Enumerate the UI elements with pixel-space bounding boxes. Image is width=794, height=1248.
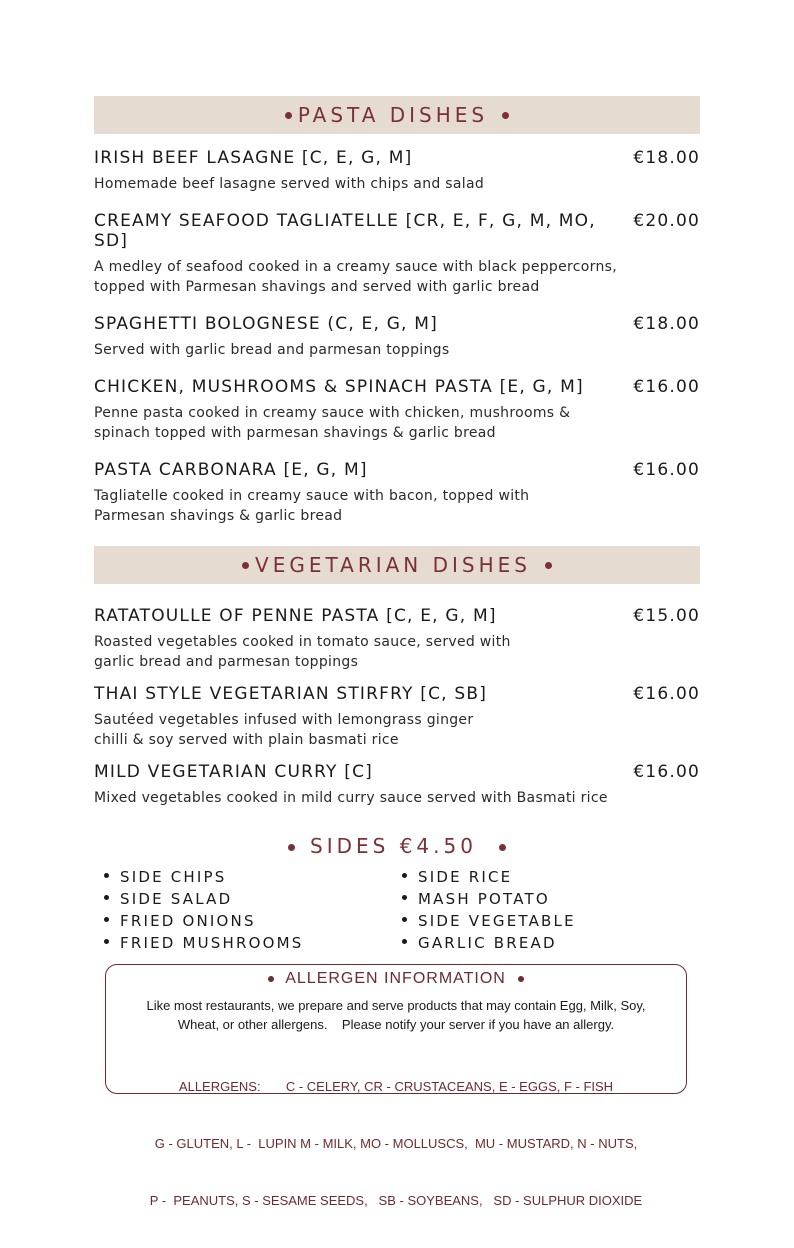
dish-name: PASTA CARBONARA [E, G, M]: [94, 460, 368, 480]
pasta-section-title: PASTA DISHES: [297, 103, 489, 127]
sides-section-title: SIDES €4.50: [310, 834, 477, 858]
dish-description: Mixed vegetables cooked in mild curry sauce served with Basmati rice: [94, 790, 608, 806]
bullet-icon: [104, 895, 109, 900]
dish-name: SPAGHETTI BOLOGNESE (C, E, G, M]: [94, 314, 438, 334]
dish-price: €18.00: [633, 314, 700, 334]
bullet-icon: [268, 976, 274, 982]
allergen-codes-line: G - GLUTEN, L - LUPIN M - MILK, MO - MOLLUSCS, MU - MUSTARD, N - NUTS,: [154, 1136, 638, 1151]
dish-price: €15.00: [633, 606, 700, 626]
dish-description: Penne pasta cooked in creamy sauce with chicken, mushrooms & spinach topped with parmesan shavings & garlic bread: [94, 405, 571, 441]
allergen-codes: [106, 1039, 686, 1248]
dish-name: CREAMY SEAFOOD TAGLIATELLE [CR, E, F, G, M, MO, SD]: [94, 211, 596, 251]
side-item: [104, 932, 402, 954]
dish-description: Homemade beef lasagne served with chips and salad: [94, 176, 485, 192]
allergen-info-header: [106, 970, 686, 988]
bullet-icon: [518, 976, 524, 982]
vegetarian-section-title: VEGETARIAN DISHES: [255, 553, 531, 577]
dish-name: THAI STYLE VEGETARIAN STIRFRY [C, SB]: [94, 684, 488, 704]
bullet-icon: [502, 112, 509, 119]
dish-item: [94, 762, 700, 808]
dish-description: A medley of seafood cooked in a creamy sauce with black peppercorns, topped with Parmesan shavings and served with garlic bread: [94, 259, 617, 295]
bullet-icon: [499, 844, 506, 851]
vegetarian-dish-list: [94, 606, 700, 808]
dish-price: €16.00: [633, 684, 700, 704]
bullet-icon: [242, 562, 249, 569]
side-item-label: SIDE CHIPS: [120, 868, 227, 886]
bullet-icon: [545, 562, 552, 569]
dish-price: €16.00: [633, 762, 700, 782]
dish-description: Served with garlic bread and parmesan toppings: [94, 342, 450, 358]
side-item: [104, 910, 402, 932]
dish-item: [94, 211, 700, 297]
vegetarian-section-header: [94, 546, 700, 584]
bullet-icon: [104, 917, 109, 922]
bullet-icon: [104, 873, 109, 878]
allergen-intro-line: Like most restaurants, we prepare and serve products that may contain Egg, Milk, Soy,: [146, 998, 646, 1013]
side-item: [104, 888, 402, 910]
dish-item: [94, 148, 700, 194]
bullet-icon: [285, 112, 292, 119]
allergen-info-title: ALLERGEN INFORMATION: [285, 970, 506, 987]
side-item-label: SIDE VEGETABLE: [418, 912, 576, 930]
dish-name: MILD VEGETARIAN CURRY [C]: [94, 762, 373, 782]
side-item-label: SIDE RICE: [418, 868, 513, 886]
dish-name: RATATOULLE OF PENNE PASTA [C, E, G, M]: [94, 606, 497, 626]
sides-section-header: [94, 834, 700, 858]
side-item-label: FRIED ONIONS: [120, 912, 256, 930]
bullet-icon: [402, 873, 407, 878]
dish-description: Roasted vegetables cooked in tomato sauce, served with garlic bread and parmesan toppings: [94, 634, 511, 670]
dish-price: €20.00: [633, 211, 700, 231]
allergen-intro-line: Wheat, or other allergens. Please notify your server if you have an allergy.: [177, 1017, 615, 1032]
side-item: [402, 932, 700, 954]
bullet-icon: [402, 917, 407, 922]
dish-item: [94, 377, 700, 443]
menu-page: [94, 96, 700, 954]
pasta-dish-list: [94, 148, 700, 526]
dish-item: [94, 314, 700, 360]
allergen-intro-text: [106, 996, 686, 1034]
side-item-label: FRIED MUSHROOMS: [120, 934, 304, 952]
side-item-label: GARLIC BREAD: [418, 934, 557, 952]
side-item-label: SIDE SALAD: [120, 890, 233, 908]
dish-item: [94, 460, 700, 526]
dish-price: €18.00: [633, 148, 700, 168]
dish-description: Tagliatelle cooked in creamy sauce with bacon, topped with Parmesan shavings & garlic bread: [94, 488, 530, 524]
allergen-info-box: [105, 964, 687, 1208]
dish-item: [94, 606, 700, 672]
side-item: [402, 866, 700, 888]
pasta-section-header: [94, 96, 700, 134]
allergen-codes-line: P - PEANUTS, S - SESAME SEEDS, SB - SOYBEANS, SD - SULPHUR DIOXIDE: [149, 1193, 643, 1208]
allergen-codes-line: ALLERGENS: C - CELERY, CR - CRUSTACEANS, E - EGGS, F - FISH: [178, 1079, 614, 1094]
bullet-icon: [402, 939, 407, 944]
side-item: [104, 866, 402, 888]
bullet-icon: [402, 895, 407, 900]
side-item-label: MASH POTATO: [418, 890, 550, 908]
dish-item: [94, 684, 700, 750]
dish-description: Sautéed vegetables infused with lemongrass ginger chilli & soy served with plain basmati rice: [94, 712, 474, 748]
bullet-icon: [288, 844, 295, 851]
side-item: [402, 888, 700, 910]
sides-column-left: [104, 866, 402, 954]
dish-price: €16.00: [633, 460, 700, 480]
dish-price: €16.00: [633, 377, 700, 397]
dish-name: CHICKEN, MUSHROOMS & SPINACH PASTA [E, G, M]: [94, 377, 584, 397]
side-item: [402, 910, 700, 932]
bullet-icon: [104, 939, 109, 944]
sides-list: [94, 866, 700, 954]
sides-column-right: [402, 866, 700, 954]
dish-name: IRISH BEEF LASAGNE [C, E, G, M]: [94, 148, 413, 168]
